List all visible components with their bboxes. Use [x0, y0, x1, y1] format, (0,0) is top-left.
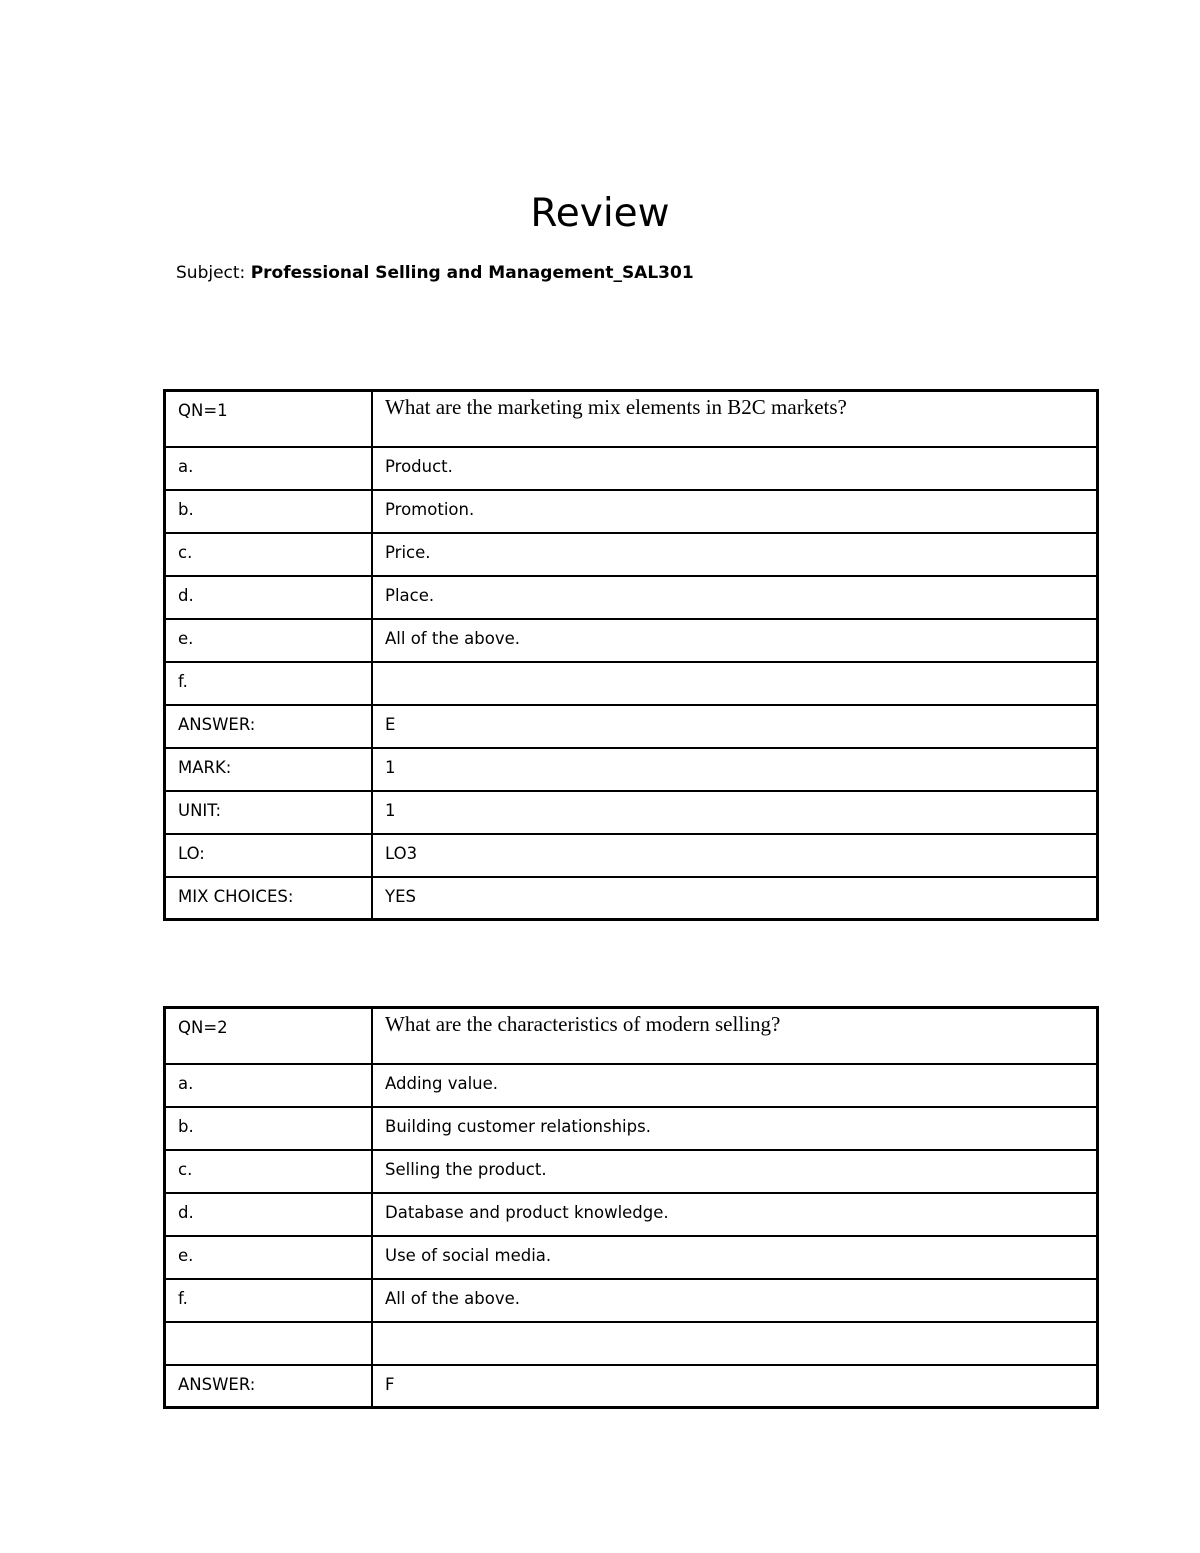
- row-value: Product.: [372, 447, 1098, 490]
- table-row: [165, 1193, 1098, 1236]
- row-value: Adding value.: [372, 1064, 1098, 1107]
- row-label: MIX CHOICES:: [165, 877, 373, 920]
- row-label: UNIT:: [165, 791, 373, 834]
- table-row: [165, 1322, 1098, 1365]
- row-label: d.: [165, 576, 373, 619]
- table-row: [165, 1150, 1098, 1193]
- row-value: YES: [372, 877, 1098, 920]
- row-label: c.: [165, 533, 373, 576]
- table-row: [165, 1279, 1098, 1322]
- table-row: [165, 576, 1098, 619]
- page-title: Review: [530, 191, 670, 236]
- row-label: e.: [165, 619, 373, 662]
- subject-line: [176, 262, 694, 284]
- row-value: LO3: [372, 834, 1098, 877]
- question-table-2: [163, 1006, 1099, 1409]
- row-value: 1: [372, 748, 1098, 791]
- row-label: e.: [165, 1236, 373, 1279]
- row-label: f.: [165, 662, 373, 705]
- row-value: E: [372, 705, 1098, 748]
- row-value: Database and product knowledge.: [372, 1193, 1098, 1236]
- table-row: [165, 1064, 1098, 1107]
- question-number: QN=2: [165, 1008, 373, 1064]
- row-label: [165, 1322, 373, 1365]
- subject-label: Subject:: [176, 263, 251, 283]
- table-row: [165, 748, 1098, 791]
- table-row: [165, 1236, 1098, 1279]
- table-row: [165, 619, 1098, 662]
- row-label: f.: [165, 1279, 373, 1322]
- row-label: a.: [165, 447, 373, 490]
- row-value: Selling the product.: [372, 1150, 1098, 1193]
- row-label: d.: [165, 1193, 373, 1236]
- question-text: What are the characteristics of modern selling?: [372, 1008, 1098, 1064]
- table-row: [165, 1107, 1098, 1150]
- row-value: All of the above.: [372, 1279, 1098, 1322]
- table-row: [165, 533, 1098, 576]
- row-value: Promotion.: [372, 490, 1098, 533]
- table-row: [165, 877, 1098, 920]
- question-number: QN=1: [165, 391, 373, 447]
- row-label: ANSWER:: [165, 705, 373, 748]
- row-label: LO:: [165, 834, 373, 877]
- row-value: F: [372, 1365, 1098, 1408]
- question-header-row: [165, 391, 1098, 447]
- row-value: 1: [372, 791, 1098, 834]
- table-row: [165, 662, 1098, 705]
- row-label: c.: [165, 1150, 373, 1193]
- row-label: b.: [165, 490, 373, 533]
- row-value: Place.: [372, 576, 1098, 619]
- table-row: [165, 834, 1098, 877]
- row-value: Use of social media.: [372, 1236, 1098, 1279]
- table-row: [165, 791, 1098, 834]
- table-row: [165, 705, 1098, 748]
- row-value: All of the above.: [372, 619, 1098, 662]
- question-header-row: [165, 1008, 1098, 1064]
- table-row: [165, 447, 1098, 490]
- table-row: [165, 1365, 1098, 1408]
- row-label: b.: [165, 1107, 373, 1150]
- row-value: [372, 1322, 1098, 1365]
- row-value: [372, 662, 1098, 705]
- row-label: ANSWER:: [165, 1365, 373, 1408]
- table-row: [165, 490, 1098, 533]
- question-table-1: [163, 389, 1099, 921]
- row-label: MARK:: [165, 748, 373, 791]
- subject-value: Professional Selling and Management_SAL301: [250, 263, 694, 283]
- row-value: Price.: [372, 533, 1098, 576]
- row-value: Building customer relationships.: [372, 1107, 1098, 1150]
- row-label: a.: [165, 1064, 373, 1107]
- question-text: What are the marketing mix elements in B2C markets?: [372, 391, 1098, 447]
